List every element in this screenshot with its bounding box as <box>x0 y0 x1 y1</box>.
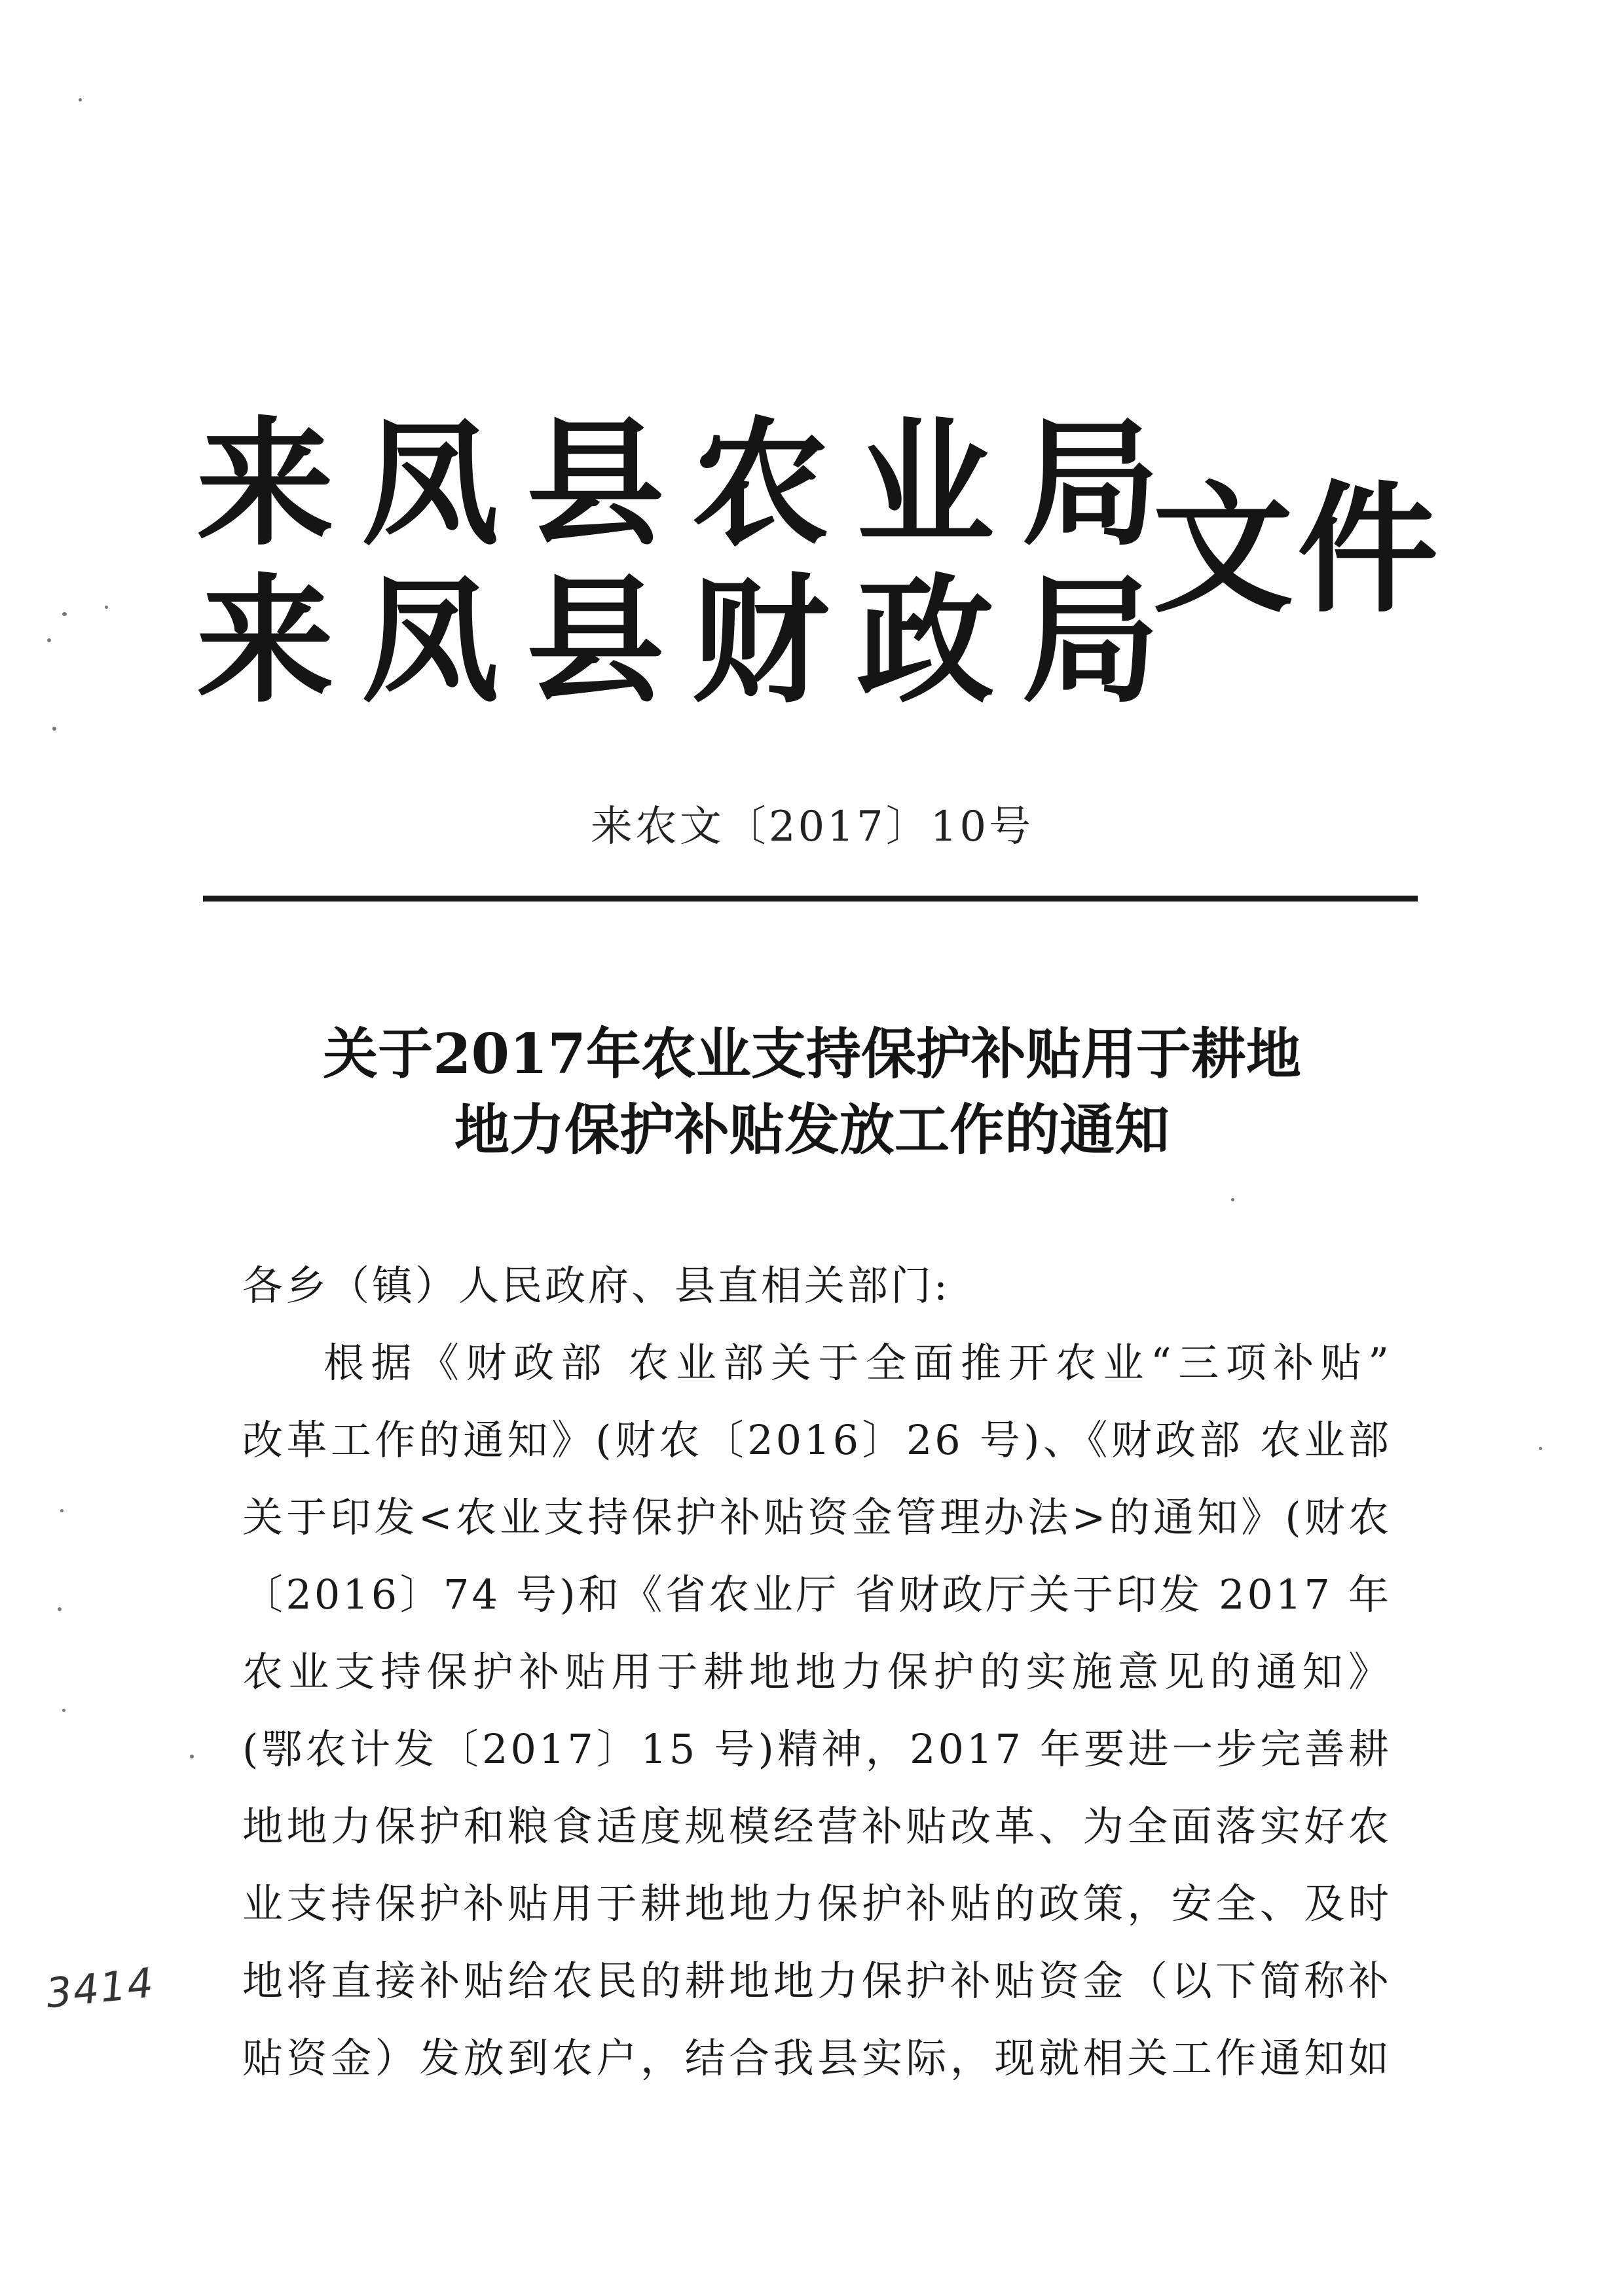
title-line-2: 地力保护补贴发放工作的通知 <box>454 1097 1170 1162</box>
body-line: 地地力保护和粮食适度规模经营补贴改革、为全面落实好农 <box>242 1802 1392 1850</box>
scan-speck <box>52 727 56 731</box>
salutation: 各乡（镇）人民政府、县直相关部门: <box>242 1262 950 1309</box>
issuer-agriculture-bureau: 来凤县农业局 <box>196 404 1187 564</box>
body-line: 贴资金）发放到农户，结合我县实际，现就相关工作通知如 <box>242 2034 1392 2082</box>
issuer-finance-bureau: 来凤县财政局 <box>196 561 1187 721</box>
body-line: 农业支持保护补贴用于耕地地力保护的实施意见的通知》 <box>242 1648 1392 1696</box>
scan-speck <box>62 612 67 616</box>
issuer-block <box>196 404 1187 721</box>
scan-speck <box>105 606 108 609</box>
scan-speck <box>60 1509 64 1512</box>
title-line-1: 关于2017年农业支持保护补贴用于耕地 <box>323 1021 1301 1086</box>
scan-speck <box>1231 1198 1234 1201</box>
body-line: 业支持保护补贴用于耕地地力保护补贴的政策，安全、及时 <box>242 1880 1392 1927</box>
document-type-label: 文件 <box>1153 467 1442 632</box>
body-line: 关于印发<农业支持保护补贴资金管理办法>的通知》(财农 <box>242 1493 1392 1541</box>
body-line: (鄂农计发〔2017〕15 号)精神，2017 年要进一步完善耕 <box>242 1725 1392 1773</box>
document-title <box>0 1016 1624 1168</box>
document-body <box>242 1247 1392 2097</box>
body-line: 改革工作的通知》(财农〔2016〕26 号)、《财政部 农业部 <box>242 1416 1392 1464</box>
scan-speck <box>58 1607 62 1611</box>
scan-speck <box>79 98 82 101</box>
handwritten-margin-note: 3414 <box>43 1958 157 2018</box>
body-line: 地将直接补贴给农民的耕地地力保护补贴资金（以下简称补 <box>242 1957 1392 2005</box>
document-number: 来农文〔2017〕10号 <box>590 803 1034 851</box>
scan-speck <box>62 1709 65 1712</box>
scan-speck <box>190 1755 194 1758</box>
scan-speck <box>47 638 51 642</box>
body-line: 〔2016〕74 号)和《省农业厅 省财政厅关于印发 2017 年 <box>242 1571 1392 1618</box>
scan-speck <box>1539 1447 1542 1450</box>
body-line: 根据《财政部 农业部关于全面推开农业“三项补贴” <box>323 1339 1392 1387</box>
header-divider-rule <box>203 896 1418 902</box>
